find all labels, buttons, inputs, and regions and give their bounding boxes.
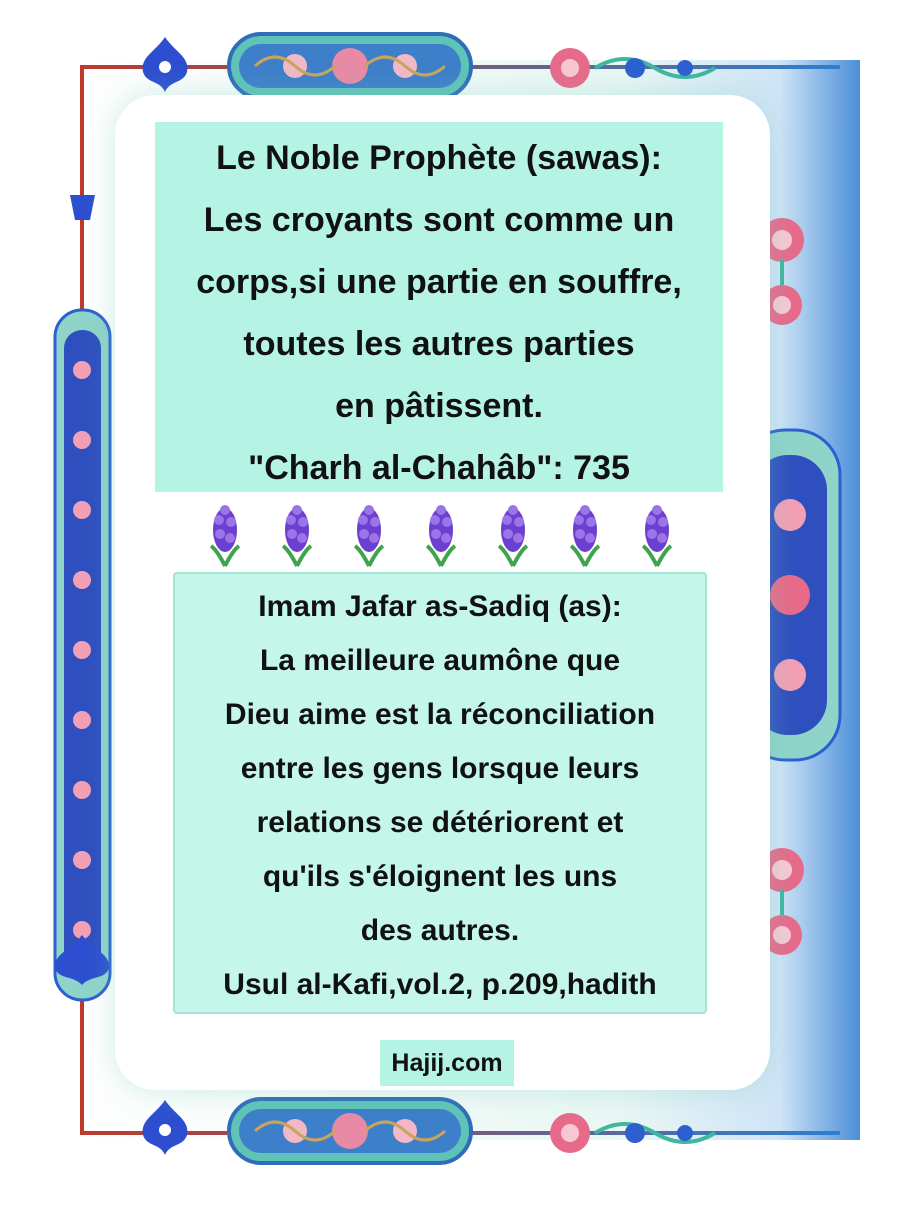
quote-text: [155, 127, 723, 499]
quote-line: corps,si une partie en souffre,: [196, 263, 682, 301]
hyacinth-icon: [211, 505, 239, 566]
quote-line: en pâtissent.: [335, 387, 543, 425]
blue-fleuron-ornament: [135, 1095, 195, 1165]
quote-line: Le Noble Prophète (sawas):: [216, 139, 662, 177]
hyacinth-divider: [195, 500, 695, 568]
quote-source: Usul al-Kafi,vol.2, p.209,hadith: [223, 968, 657, 1001]
quote-source: "Charh al-Chahâb": 735: [248, 449, 630, 487]
quote-line: des autres.: [360, 914, 520, 947]
quote-line: relations se détériorent et: [256, 806, 624, 839]
bottom-cartouche-ornament: [225, 1095, 475, 1167]
top-cartouche-ornament: [225, 30, 475, 102]
quote-line: toutes les autres parties: [243, 325, 635, 363]
quote-card-imam: [173, 572, 707, 1014]
blue-fleuron-ornament: [135, 32, 195, 102]
pink-flower-ornament: [525, 1095, 745, 1170]
quote-line: Imam Jafar as-Sadiq (as):: [258, 590, 622, 623]
quote-line: entre les gens lorsque leurs: [240, 752, 640, 785]
site-credit: Hajij.com: [380, 1040, 514, 1086]
quote-line: Dieu aime est la réconciliation: [224, 698, 656, 731]
hyacinth-icon: [427, 505, 455, 566]
quote-line: La meilleure aumône que: [259, 644, 621, 677]
quote-line: qu'ils s'éloignent les uns: [262, 860, 618, 893]
hyacinth-icon: [643, 505, 671, 566]
blue-fleuron-ornament: [45, 930, 120, 990]
quote-card-prophet: [155, 122, 723, 492]
hyacinth-icon: [571, 505, 599, 566]
hyacinth-icon: [355, 505, 383, 566]
left-border-ornament: [50, 190, 115, 1010]
quote-line: Les croyants sont comme un: [203, 201, 675, 239]
hyacinth-icon: [283, 505, 311, 566]
quote-text: [175, 580, 705, 1012]
hyacinth-icon: [499, 505, 527, 566]
pink-flower-ornament: [525, 30, 745, 105]
